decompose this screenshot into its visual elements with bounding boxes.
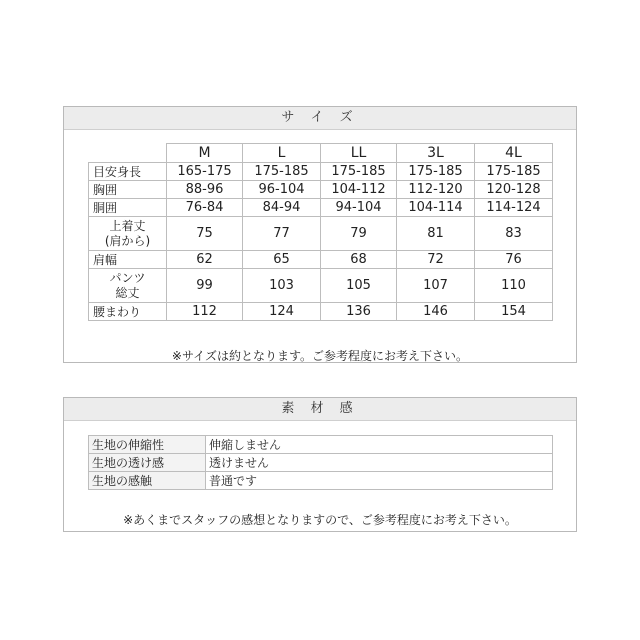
table-cell: 83 (475, 217, 553, 251)
row-label: 胸囲 (89, 181, 167, 199)
table-cell: 81 (397, 217, 475, 251)
table-row (89, 163, 553, 181)
table-cell: 65 (243, 251, 321, 269)
table-cell: 124 (243, 303, 321, 321)
table-cell: 112 (167, 303, 243, 321)
table-cell: 175-185 (397, 163, 475, 181)
material-key: 生地の伸縮性 (89, 436, 206, 454)
table-cell: 165-175 (167, 163, 243, 181)
material-key: 生地の透け感 (89, 454, 206, 472)
size-note: ※サイズは約となります。ご参考程度にお考え下さい。 (171, 349, 469, 363)
table-cell: 62 (167, 251, 243, 269)
table-cell: 112-120 (397, 181, 475, 199)
table-cell: 84-94 (243, 199, 321, 217)
size-col-m: M (167, 144, 243, 163)
table-cell: 75 (167, 217, 243, 251)
material-table (88, 435, 553, 490)
table-row (89, 436, 553, 454)
table-row (89, 472, 553, 490)
size-table (88, 143, 553, 321)
table-cell: 114-124 (475, 199, 553, 217)
table-cell: 175-185 (321, 163, 397, 181)
table-row (89, 303, 553, 321)
table-cell: 175-185 (243, 163, 321, 181)
table-cell: 68 (321, 251, 397, 269)
table-cell: 76 (475, 251, 553, 269)
row-label (89, 217, 167, 251)
row-label-line1: 上着丈 (109, 218, 146, 233)
table-cell: 136 (321, 303, 397, 321)
material-value: 伸縮しません (206, 436, 553, 454)
table-cell: 105 (321, 269, 397, 303)
table-cell: 104-114 (397, 199, 475, 217)
table-cell: 96-104 (243, 181, 321, 199)
table-cell: 94-104 (321, 199, 397, 217)
row-label: 目安身長 (89, 163, 167, 181)
table-cell: 77 (243, 217, 321, 251)
table-row (89, 454, 553, 472)
size-col-4l: 4L (475, 144, 553, 163)
table-cell: 120-128 (475, 181, 553, 199)
row-label: 肩幅 (89, 251, 167, 269)
table-cell: 175-185 (475, 163, 553, 181)
table-row (89, 269, 553, 303)
size-col-3l: 3L (397, 144, 475, 163)
table-cell: 110 (475, 269, 553, 303)
size-header-row (89, 144, 553, 163)
size-col-ll: LL (321, 144, 397, 163)
table-cell: 79 (321, 217, 397, 251)
material-note: ※あくまでスタッフの感想となりますので、ご参考程度にお考え下さい。 (123, 513, 517, 527)
row-label: 腰まわり (89, 303, 167, 321)
material-key: 生地の感触 (89, 472, 206, 490)
row-label-line2: 総丈 (115, 285, 140, 300)
size-col-l: L (243, 144, 321, 163)
size-section-title: サ イ ズ (64, 107, 576, 130)
table-cell: 154 (475, 303, 553, 321)
corner-cell (89, 144, 167, 163)
material-value: 透けません (206, 454, 553, 472)
table-cell: 88-96 (167, 181, 243, 199)
table-cell: 76-84 (167, 199, 243, 217)
material-panel (63, 397, 577, 532)
row-label-line1: パンツ (109, 270, 146, 285)
size-panel (63, 106, 577, 363)
table-cell: 103 (243, 269, 321, 303)
table-row (89, 251, 553, 269)
material-value: 普通です (206, 472, 553, 490)
table-cell: 146 (397, 303, 475, 321)
table-cell: 99 (167, 269, 243, 303)
table-row (89, 199, 553, 217)
row-label: 胴囲 (89, 199, 167, 217)
table-cell: 107 (397, 269, 475, 303)
row-label (89, 269, 167, 303)
row-label-line2: (肩から) (104, 233, 151, 248)
table-row (89, 181, 553, 199)
table-cell: 72 (397, 251, 475, 269)
material-section-title: 素 材 感 (64, 398, 576, 421)
table-row (89, 217, 553, 251)
table-cell: 104-112 (321, 181, 397, 199)
